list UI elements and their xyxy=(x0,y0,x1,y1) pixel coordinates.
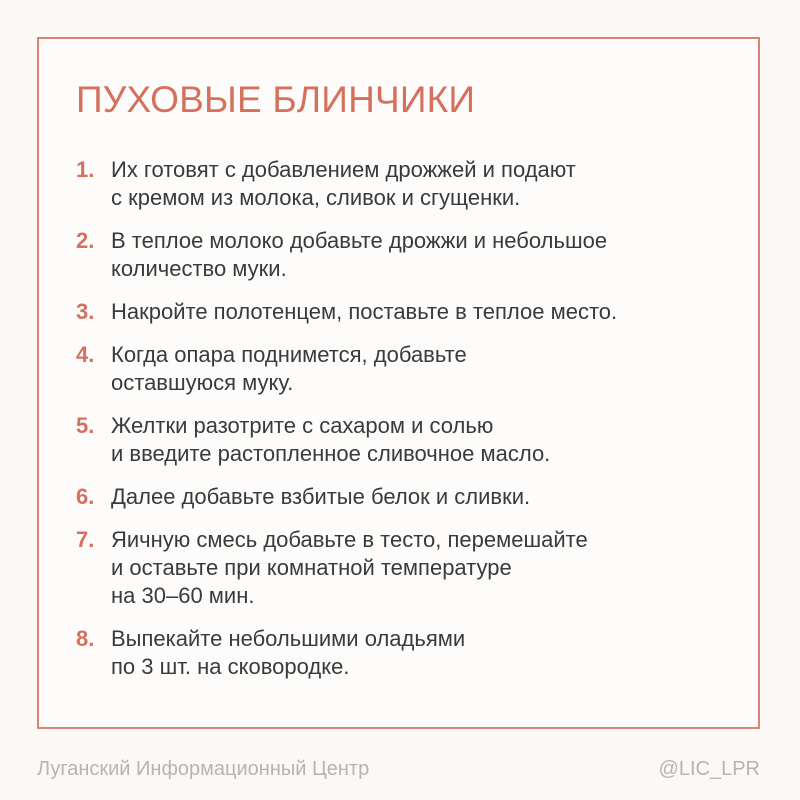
step-text-line: Желтки разотрите с сахаром и солью xyxy=(111,413,494,438)
step-text-line: Накройте полотенцем, поставьте в теплое место. xyxy=(111,299,618,324)
recipe-step xyxy=(76,298,617,326)
step-number: 3. xyxy=(76,299,95,324)
step-text-line: на 30–60 мин. xyxy=(111,583,255,608)
step-text-line: Их готовят с добавлением дрожжей и подают xyxy=(111,157,576,182)
footer-handle: @LIC_LPR xyxy=(658,758,760,780)
footer-source: Луганский Информационный Центр xyxy=(37,758,370,780)
step-number: 8. xyxy=(76,626,95,651)
step-text-line: Яичную смесь добавьте в тесто, перемешайте xyxy=(111,527,588,552)
step-number: 1. xyxy=(76,157,95,182)
recipe-step xyxy=(76,625,617,681)
step-text-line: Выпекайте небольшими оладьями xyxy=(111,626,466,651)
step-text-line: Когда опара поднимется, добавьте xyxy=(111,342,467,367)
recipe-step xyxy=(76,341,617,397)
step-text-line: и введите растопленное сливочное масло. xyxy=(111,441,551,466)
recipe-step xyxy=(76,526,617,610)
recipe-step xyxy=(76,227,617,283)
recipe-title: ПУХОВЫЕ БЛИНЧИКИ xyxy=(76,79,476,120)
recipe-step xyxy=(76,483,617,511)
step-text-line: с кремом из молока, сливок и сгущенки. xyxy=(111,185,521,210)
recipe-step xyxy=(76,156,617,212)
step-text-line: и оставьте при комнатной температуре xyxy=(111,555,512,580)
step-number: 2. xyxy=(76,228,95,253)
step-text-line: Далее добавьте взбитые белок и сливки. xyxy=(111,484,531,509)
step-text-line: В теплое молоко добавьте дрожжи и небольшое xyxy=(111,228,608,253)
step-text-line: количество муки. xyxy=(111,256,287,281)
step-text-line: оставшуюся муку. xyxy=(111,370,294,395)
step-text-line: по 3 шт. на сковородке. xyxy=(111,654,350,679)
step-number: 7. xyxy=(76,527,95,552)
recipe-step xyxy=(76,412,617,468)
step-number: 4. xyxy=(76,342,95,367)
recipe-steps-list xyxy=(76,156,617,696)
step-number: 6. xyxy=(76,484,95,509)
step-number: 5. xyxy=(76,413,95,438)
